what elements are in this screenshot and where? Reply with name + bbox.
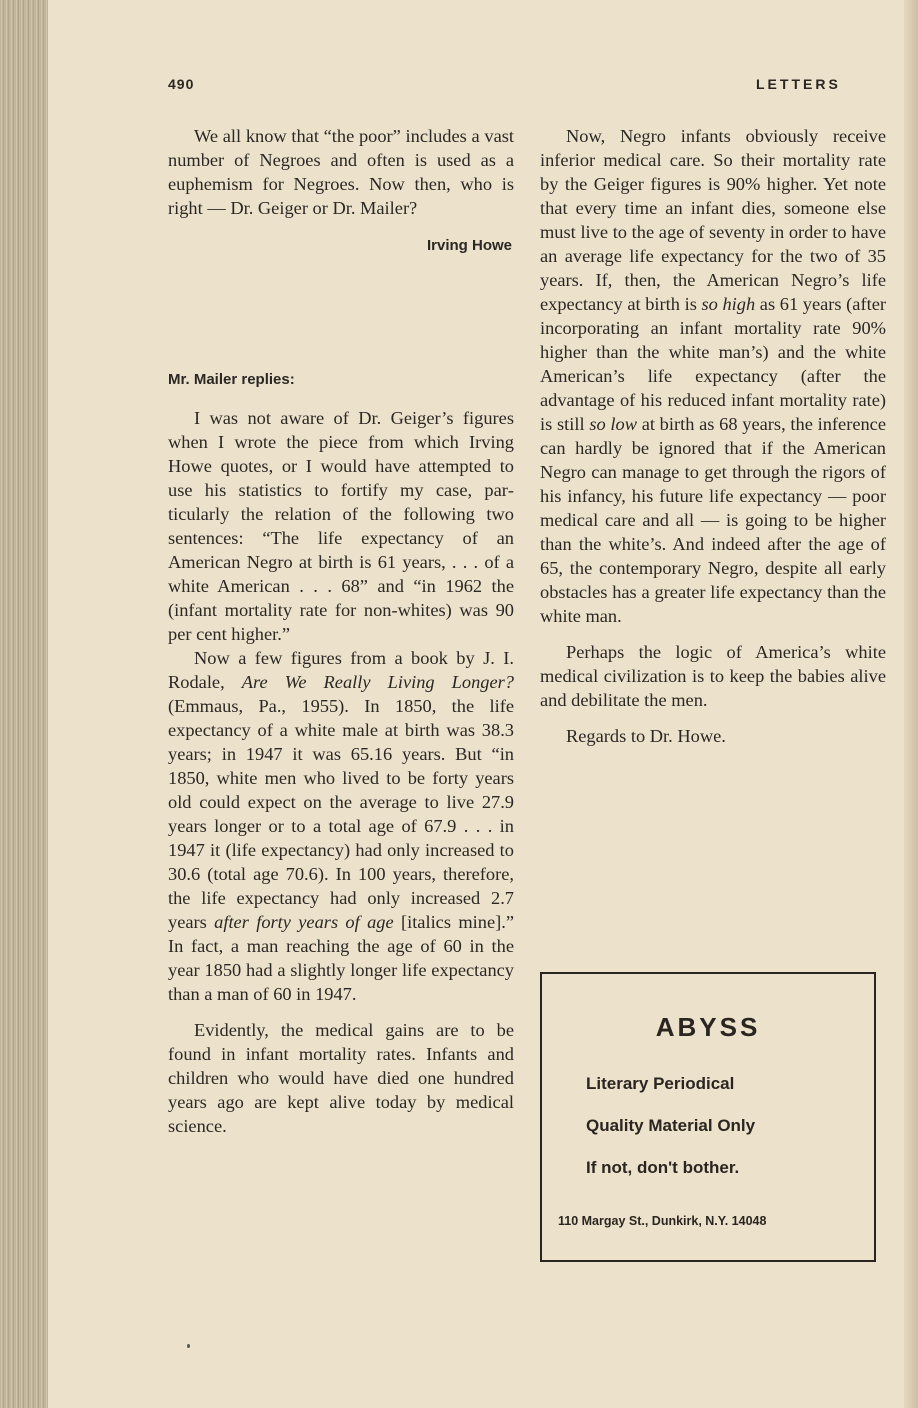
text-run: at birth as 68 years, the inference can hardly be ignored that if the American Negro can manage to get through the rigors of his infancy, his future life expectancy — poor medical care and all — is going to be higher than the white’s. And indeed after the age of 65, the contemporary Negro, despite all early obstacles has a greater life expectancy than the white man. <box>540 414 886 626</box>
ad-title: ABYSS <box>655 1012 761 1042</box>
page-shadow-right <box>904 0 918 1408</box>
running-head: LETTERS <box>756 76 841 92</box>
reply-closing: Regards to Dr. Howe. <box>566 726 726 746</box>
text-run: as 61 years (after incorporating an infant mortality rate 90% higher than the white man’s) and the white American’s life expectancy (after the advantage of his reduced infant mortality rate) is still <box>540 294 886 434</box>
left-column <box>168 124 514 1138</box>
reply-heading: Mr. Mailer replies: <box>168 371 295 388</box>
page-number: 490 <box>168 76 195 92</box>
italic-phrase: so low <box>589 414 637 434</box>
italic-phrase: so high <box>701 294 756 314</box>
ad-line-quality: Quality Material Only <box>586 1116 756 1135</box>
book-page-edge <box>0 0 48 1408</box>
letter-signature: Irving Howe <box>426 237 512 254</box>
reply-paragraph-3: Evidently, the medical gains are to be found in infant mortality rates. Infants and children who would have died one hundred years ago are kept alive today by medical science. <box>168 1020 514 1136</box>
italic-phrase: after forty years of age <box>214 912 394 932</box>
text-run: (Emmaus, Pa., 1955). In 1850, the life expectancy of a white male at birth was 38.3 years; in 1947 it was 65.16 years. But “in 1850, white men who lived to be forty years old could expect on the average to live 27.9 years longer or to a total age of 67.9 . . . in 1947 it (life expectancy) had only increased to 30.6 (total age 70.6). In 100 years, therefore, the life expectancy had only increased 2.7 years <box>168 696 514 932</box>
ad-line-periodical: Literary Periodical <box>586 1074 735 1093</box>
abyss-advertisement <box>540 972 876 1262</box>
ink-speck <box>187 1344 190 1348</box>
letter-paragraph: We all know that “the poor” includes a vast number of Negroes and often is used as a euphemism for Negroes. Now then, who is right — Dr. Geiger or Dr. Mailer? <box>168 126 514 218</box>
text-run: Now, Negro infants obviously receive inferior medical care. So their mortality rate by the Geiger figures is 90% higher. Yet note that every time an infant dies, someone else must live to the age of seventy in order to have an average life expectancy for the two of 35 years. If, then, the American Negro’s life expectancy at birth is <box>540 126 886 314</box>
text-run: Now a few figures from a book by J. I. Rodale, <box>168 648 514 692</box>
book-title: Are We Really Living Longer? <box>241 672 514 692</box>
reply-paragraph-2 <box>168 646 514 1006</box>
right-column <box>540 124 886 748</box>
reply-paragraph-1: I was not aware of Dr. Geiger’s figures when I wrote the piece from which Irving Howe quotes, or I would have attempted to use his statistics to fortify my case, particularly the relation of the following two sentences: “The life expectancy of an American Negro at birth is 61 years, . . . of a white American . . . 68” and “in 1962 the (infant mortality rate for non-whites) was 90 per cent higher.” <box>168 408 514 644</box>
reply-paragraph-4 <box>540 124 886 628</box>
reply-paragraph-5: Perhaps the logic of America’s white medical civilization is to keep the babies alive and debilitate the men. <box>540 642 886 710</box>
text-run: [italics mine].” In fact, a man reaching the age of 60 in the year 1850 had a slightly longer life expectancy than a man of 60 in 1947. <box>168 912 514 1004</box>
ad-address: 110 Margay St., Dunkirk, N.Y. 14048 <box>558 1214 767 1228</box>
ad-line-warning: If not, don't bother. <box>586 1158 740 1177</box>
